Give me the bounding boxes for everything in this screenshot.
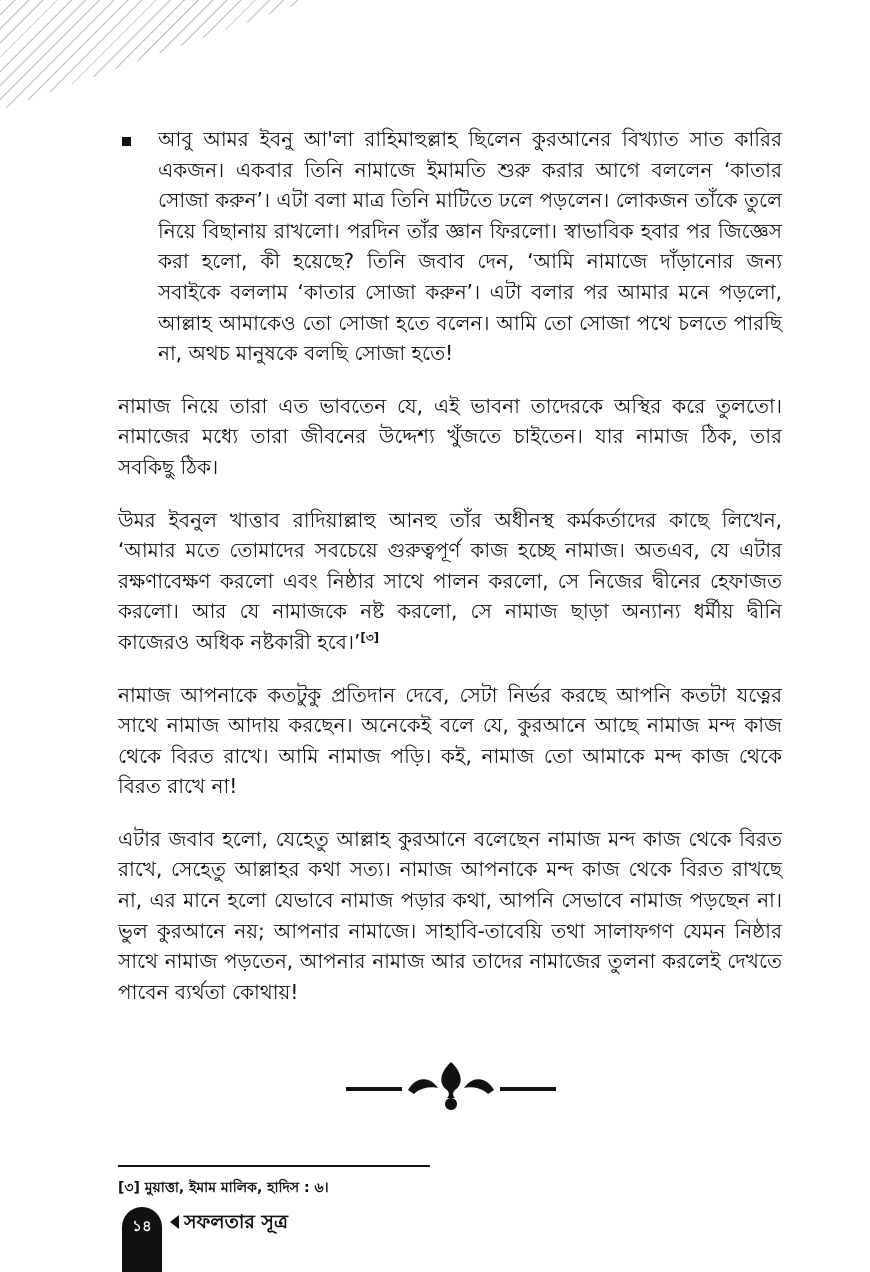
paragraph-3: নামাজ আপনাকে কতটুকু প্রতিদান দেবে, সেটা নির্ভর করছে আপনি কতটা যত্নের সাথে নামাজ আদায় করছেন। অনেকেই বলে যে, কুরআনে আছে নামাজ মন্দ কাজ থেকে বিরত রাখে। আমি নামাজ পড়ি। কই, নামাজ তো আমাকে মন্দ কাজ থেকে বিরত রাখে না! (118, 682, 782, 799)
paragraph-2-text: উমর ইবনুল খাত্তাব রাদিয়াল্লাহু আনহু তাঁর অধীনস্থ কর্মকর্তাদের কাছে লিখেন, ‘আমার মতে তোমাদের সবচেয়ে গুরুত্বপূর্ণ কাজ হচ্ছে নামাজ। অতএব, যে এটার রক্ষণাবেক্ষণ করলো এবং নিষ্ঠার সাথে পালন করলো, সে নিজের দ্বীনের হেফাজত করলো। আর যে নামাজকে নষ্ট করলো, সে নামাজ ছাড়া অন্যান্য ধর্মীয় দ্বীনি কাজেরও অধিক নষ্টকারী হবে।’ (118, 507, 782, 654)
footnote: [৩] মুয়াত্তা, ইমাম মালিক, হাদিস : ৬। (118, 1180, 329, 1196)
footnote-divider (118, 1165, 430, 1167)
page-number: ১৪ (132, 1217, 152, 1235)
bullet-item (118, 124, 782, 369)
triangle-left-icon (170, 1215, 179, 1229)
paragraph-2 (118, 505, 782, 658)
paragraph-4: এটার জবাব হলো, যেহেতু আল্লাহ কুরআনে বলেছেন নামাজ মন্দ কাজ থেকে বিরত রাখে, সেহেতু আল্লাহর কথা সত্য। নামাজ আপনাকে মন্দ কাজ থেকে বিরত রাখছে না, এর মানে হলো যেভাবে নামাজ পড়ার কথা, আপনি সেভাবে নামাজ পড়ছেন না। ভুল কুরআনে নয়; আপনার নামাজে। সাহাবি-তাবেয়ি তথা সালাফগণ যেমন নিষ্ঠার সাথে নামাজ পড়তেন, আপনার নামাজ আর তাদের নামাজের তুলনা করলেই দেখতে পাবেন ব্যর্থতা কোথায়! (118, 826, 782, 1004)
bullet-text: আবু আমর ইবনু আ'লা রাহিমাহুল্লাহ ছিলেন কুরআনের বিখ্যাত সাত কারির একজন। একবার তিনি নামাজে ইমামতি শুরু করার আগে বললেন ‘কাতার সোজা করুন’। এটা বলা মাত্র তিনি মাটিতে ঢলে পড়লেন। লোকজন তাঁকে তুলে নিয়ে বিছানায় রাখলো। পরদিন তাঁর জ্ঞান ফিরলো। স্বাভাবিক হবার পর জিজ্ঞেস করা হলো, কী হয়েছে? তিনি জবাব দেন, ‘আমি নামাজে দাঁড়ানোর জন্য সবাইকে বললাম ‘কাতার সোজা করুন’। এটা বলার পর আমার মনে পড়লো, আল্লাহ আমাকেও তো সোজা হতে বলেন। আমি তো সোজা পথে চলতে পারছি না, অথচ মানুষকে বলছি সোজা হতে! (158, 127, 782, 366)
main-content (118, 124, 782, 1029)
paragraph-1: নামাজ নিয়ে তারা এত ভাবতেন যে, এই ভাবনা তাদেরকে অস্থির করে তুলতো। নামাজের মধ্যে তারা জীবনের উদ্দেশ্য খুঁজতে চাইতেন। যার নামাজ ঠিক, তার সবকিছু ঠিক। (118, 393, 782, 479)
book-title: সফলতার সূত্র (184, 1211, 288, 1233)
footnote-reference[interactable]: [৩] (360, 630, 380, 645)
section-divider-ornament-icon (346, 1058, 556, 1114)
corner-hatch-decoration (0, 0, 310, 110)
square-bullet-icon (122, 137, 131, 146)
